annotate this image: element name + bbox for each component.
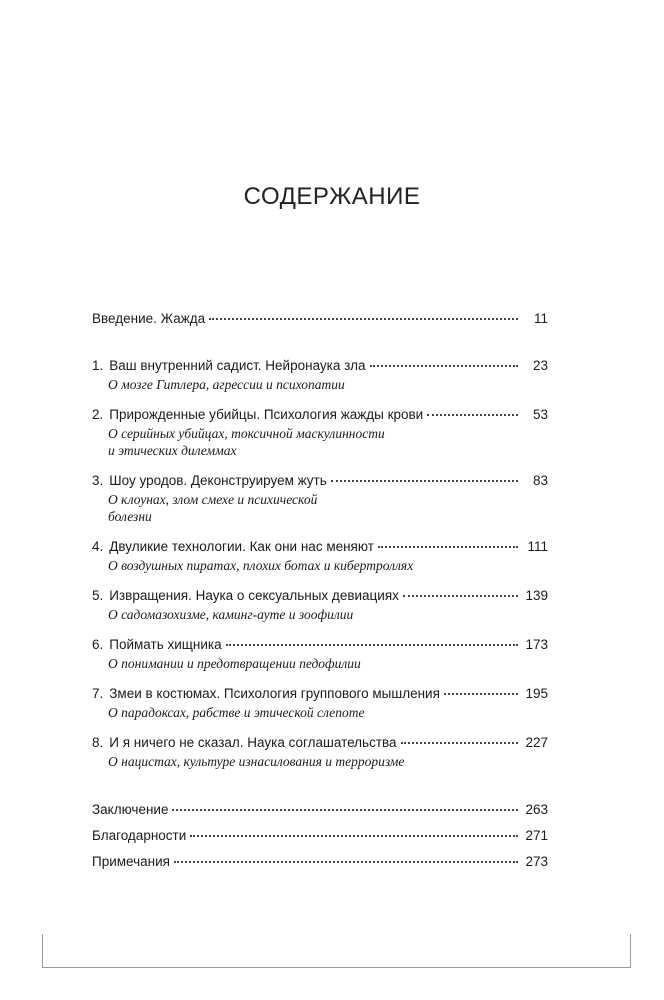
dotted-leader: [226, 644, 518, 646]
toc-entry-title: И я ничего не сказал. Наука соглашательства: [109, 735, 397, 750]
page-frame-left-edge: [42, 934, 43, 968]
toc-chapter-3: [92, 473, 548, 525]
toc-entry-label: [92, 539, 374, 554]
toc-entry-subtitle-line: О парадоксах, рабстве и этической слепоте: [108, 705, 365, 720]
toc-entry-page: 53: [532, 407, 548, 422]
toc-entry-page: 111: [527, 539, 548, 554]
page-frame-bottom-edge: [42, 967, 631, 968]
toc-chapter-4: [92, 539, 548, 574]
toc-entry-acknowledgements: [92, 828, 548, 846]
toc-entry-row: [92, 686, 548, 704]
toc-entry-subtitle-line: О садомазохизме, каминг-ауте и зоофилии: [108, 607, 354, 622]
toc-entry-title: Двуликие технологии. Как они нас меняют: [109, 539, 374, 554]
dotted-leader: [172, 809, 518, 811]
dotted-leader: [444, 693, 518, 695]
table-of-contents: [92, 311, 548, 880]
toc-entry-row: [92, 539, 548, 557]
dotted-leader: [427, 414, 518, 416]
toc-entry-page: 83: [532, 473, 548, 488]
toc-entry-subtitle-line: О нацистах, культуре изнасилования и терроризме: [108, 754, 405, 769]
toc-entry-page: 195: [525, 686, 548, 701]
chapter-number: 6.: [92, 637, 104, 652]
chapter-number: 1.: [92, 358, 104, 373]
toc-entry-row: [92, 588, 548, 606]
toc-entry-subtitle-line: и этических дилеммах: [108, 443, 237, 458]
toc-entry-title: Поймать хищника: [109, 637, 222, 652]
toc-chapter-7: [92, 686, 548, 721]
toc-entry-title: Заключение: [92, 802, 169, 817]
chapter-number: 8.: [92, 735, 104, 750]
toc-entry-row: [92, 735, 548, 753]
toc-entry-subtitle-line: О мозге Гитлера, агрессии и психопатии: [108, 377, 345, 392]
dotted-leader: [401, 742, 518, 744]
back-matter-list: [92, 802, 548, 872]
dotted-leader: [190, 835, 518, 837]
toc-entry-conclusion: [92, 802, 548, 820]
toc-entry-title: Примечания: [92, 854, 170, 869]
toc-entry-subtitle-line: О клоунах, злом смехе и психической: [108, 492, 318, 507]
toc-entry-label: [92, 686, 440, 701]
page-frame-right-edge: [630, 934, 631, 968]
toc-entry-page: 227: [525, 735, 548, 750]
dotted-leader: [370, 365, 518, 367]
toc-entry-title: Шоу уродов. Деконструируем жуть: [109, 473, 327, 488]
toc-chapter-1: [92, 358, 548, 393]
chapter-list: [92, 358, 548, 770]
toc-chapter-6: [92, 637, 548, 672]
toc-chapter-8: [92, 735, 548, 770]
toc-entry-page: 139: [525, 588, 548, 603]
toc-entry-label: [92, 473, 327, 488]
toc-entry-title: Извращения. Наука о сексуальных девиациях: [109, 588, 399, 603]
toc-entry-label: [92, 588, 399, 603]
toc-entry-intro: [92, 311, 548, 329]
chapter-number: 4.: [92, 539, 104, 554]
dotted-leader: [378, 546, 518, 548]
dotted-leader: [331, 480, 518, 482]
toc-entry-page: 11: [533, 311, 548, 326]
toc-entry-subtitle-line: О серийных убийцах, токсичной маскулинности: [108, 426, 385, 441]
toc-entry-page: 273: [525, 854, 548, 869]
dotted-leader: [174, 861, 518, 863]
toc-entry-page: 263: [525, 802, 548, 817]
toc-entry-subtitle-line: О понимании и предотвращении педофилии: [108, 656, 361, 671]
toc-entry-title: Введение. Жажда: [92, 311, 206, 326]
toc-entry-row: [92, 473, 548, 491]
toc-entry-row: [92, 407, 548, 425]
toc-entry-row: [92, 637, 548, 655]
dotted-leader: [403, 595, 518, 597]
toc-entry-label: [92, 735, 397, 750]
toc-chapter-2: [92, 407, 548, 459]
toc-entry-title: Змеи в костюмах. Психология группового мышления: [109, 686, 440, 701]
toc-entry-notes: [92, 854, 548, 872]
toc-entry-label: [92, 358, 366, 373]
chapter-number: 7.: [92, 686, 104, 701]
toc-entry-title: Ваш внутренний садист. Нейронаука зла: [109, 358, 366, 373]
toc-entry-subtitle-line: О воздушных пиратах, плохих ботах и кибертроллях: [108, 558, 414, 573]
toc-entry-label: [92, 637, 222, 652]
toc-entry-title: Благодарности: [92, 828, 187, 843]
chapter-number: 2.: [92, 407, 104, 422]
page-title: СОДЕРЖАНИЕ: [243, 183, 421, 210]
toc-entry-label: [92, 407, 423, 422]
dotted-leader: [209, 318, 518, 320]
toc-chapter-5: [92, 588, 548, 623]
toc-entry-page: 271: [525, 828, 548, 843]
toc-entry-row: [92, 358, 548, 376]
toc-entry-title: Прирожденные убийцы. Психология жажды крови: [109, 407, 424, 422]
chapter-number: 3.: [92, 473, 104, 488]
toc-entry-page: 23: [532, 358, 548, 373]
chapter-number: 5.: [92, 588, 104, 603]
toc-entry-page: 173: [525, 637, 548, 652]
toc-entry-subtitle-line: болезни: [108, 509, 152, 524]
